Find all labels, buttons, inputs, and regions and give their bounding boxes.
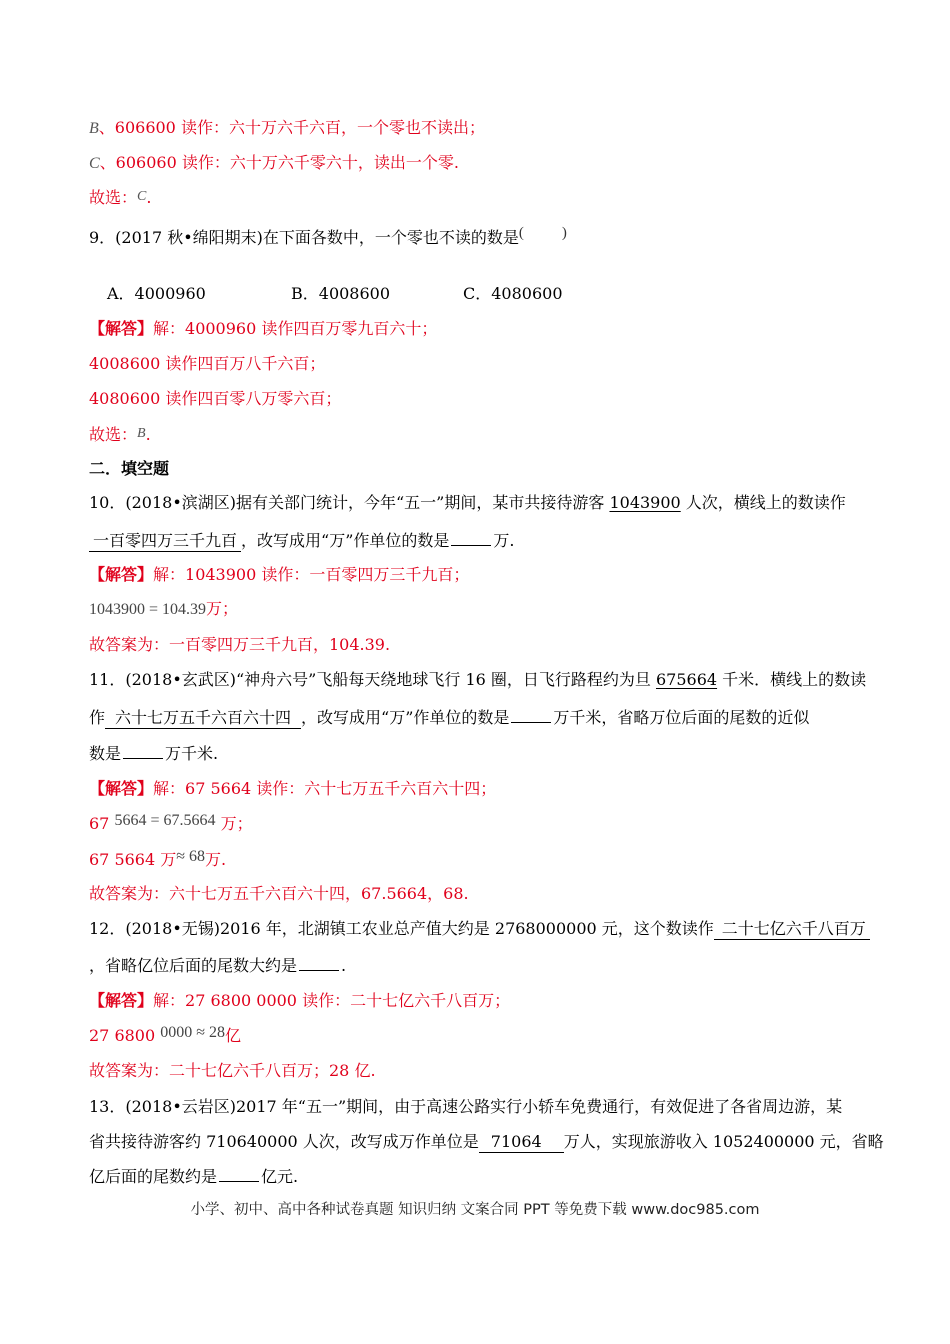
answer-text: 4080600 读作四百零八万零六百；	[89, 389, 342, 408]
choose-symbol: B	[137, 426, 146, 441]
answer-text: 67	[89, 814, 115, 833]
answer-11-line-2	[89, 813, 253, 836]
blank-answer: 71064	[490, 1132, 542, 1151]
question-13-line-3	[89, 1166, 298, 1188]
question-text: 11．(2018•玄武区)“神舟六号”飞船每天绕地球飞行 16 圈，日飞行路程约为旦	[89, 670, 656, 689]
question-13-line-2	[89, 1131, 884, 1153]
choose-label: 故选：	[89, 188, 138, 207]
question-10-line-1	[89, 492, 846, 514]
question-text: 亿元.	[261, 1167, 299, 1186]
equation: 5664 = 67.5664	[114, 812, 216, 829]
question-10-line-2	[89, 530, 514, 552]
question-9	[89, 227, 567, 250]
answer-12-line-3	[89, 1060, 376, 1082]
option-b-symbol: B	[89, 120, 99, 137]
question-text: 省共接待游客约 710640000 人次，改写成万作单位是	[89, 1132, 479, 1151]
question-text: 万.	[493, 531, 515, 550]
option-c: C．4080600	[463, 284, 563, 303]
question-text: ，省略亿位后面的尾数大约是	[89, 956, 298, 975]
answer-11-line-3	[89, 849, 226, 872]
question-text: ，改写成用“万”作单位的数是	[241, 531, 450, 550]
empty-blank	[511, 708, 551, 723]
option-c-symbol: C	[89, 155, 100, 172]
equation: 0000 ≈ 28	[160, 1024, 226, 1041]
answer-11-line-4	[89, 883, 469, 905]
answer-text: 解：1043900 读作：一百零四万三千九百；	[153, 565, 470, 584]
underlined-number: 1043900	[609, 493, 681, 512]
question-text: 亿后面的尾数约是	[89, 1167, 218, 1186]
question-text: 千米．横线上的数读	[717, 670, 867, 689]
answer-tag: 【解答】	[89, 779, 154, 798]
blank-answer: 六十七万五千六百六十四	[115, 708, 292, 727]
empty-blank	[299, 956, 339, 971]
option-a: A．4000960	[107, 284, 206, 303]
answer-text: 亿	[225, 1026, 242, 1045]
equation: 1043900 = 104.39	[89, 601, 207, 618]
answer-9-choose	[89, 424, 151, 448]
answer-9-line-3	[89, 388, 341, 410]
filled-blank	[714, 919, 870, 940]
question-11-line-3	[89, 743, 218, 765]
question-text: 万人，实现旅游收入 1052400000 元，省略	[563, 1132, 884, 1151]
question-12-line-2	[89, 955, 346, 977]
answer-tag: 【解答】	[89, 991, 154, 1010]
choose-symbol: C	[137, 189, 147, 204]
answer-text: 故答案为：六十七万五千六百六十四，67.5664，68.	[89, 884, 469, 903]
option-b: B．4008600	[291, 284, 391, 303]
answer-10-line-2	[89, 598, 238, 621]
answer-12-line-1	[89, 990, 510, 1012]
answer-text: 万.	[205, 850, 227, 869]
question-text: 人次，横线上的数读作	[680, 493, 846, 512]
question-text: 万千米.	[165, 744, 219, 763]
answer-9-line-1	[89, 318, 437, 340]
blank-answer: 一百零四万三千九百	[93, 531, 238, 550]
question-text: 12．(2018•无锡)2016 年，北湖镇工农业总产值大约是 2768000000 元，这个数读作	[89, 919, 714, 938]
answer-10-line-1	[89, 564, 469, 586]
choose-end: .	[145, 425, 151, 444]
question-13-line-1	[89, 1096, 842, 1118]
page-footer: 小学、初中、高中各种试卷真题 知识归纳 文案合同 PPT 等免费下载 www.doc985.com	[190, 1202, 760, 1218]
answer-tag: 【解答】	[89, 565, 154, 584]
answer-line-c	[89, 152, 459, 175]
answer-text: 万；	[215, 814, 253, 833]
answer-text: 解：67 5664 读作：六十七万五千六百六十四；	[153, 779, 497, 798]
question-text: 9．(2017 秋•绵阳期末)在下面各数中，一个零也不读的数是	[89, 228, 519, 247]
question-text: .	[341, 956, 347, 975]
filled-blank	[89, 531, 241, 552]
answer-text: 故答案为：一百零四万三千九百，104.39.	[89, 635, 391, 654]
question-text: 数是	[89, 744, 122, 763]
question-12-line-1	[89, 918, 870, 940]
answer-text: 67 5664 万	[89, 850, 177, 869]
answer-text: 、606060 读作：六十万六千零六十，读出一个零.	[99, 153, 459, 172]
blank-answer: 二十七亿六千八百万	[721, 919, 866, 938]
answer-text: 解：27 6800 0000 读作：二十七亿六千八百万；	[153, 991, 511, 1010]
answer-text: 故答案为：二十七亿六千八百万；28 亿.	[89, 1061, 376, 1080]
question-text: 10．(2018•滨湖区)据有关部门统计，今年“五一”期间，某市共接待游客	[89, 493, 610, 512]
answer-line-b	[89, 117, 485, 140]
question-text: 万千米，省略万位后面的尾数的近似	[553, 708, 810, 727]
empty-blank	[451, 531, 491, 546]
answer-text: 27 6800	[89, 1026, 161, 1045]
question-text: 作	[89, 708, 106, 727]
answer-text: 、606600 读作：六十万六千六百，一个零也不读出；	[98, 118, 485, 137]
question-11-line-1	[89, 669, 866, 691]
answer-text: 4008600 读作四百万八千六百；	[89, 354, 326, 373]
empty-blank	[219, 1167, 259, 1182]
equation: ≈ 68	[176, 848, 206, 865]
answer-text: 万；	[206, 599, 239, 618]
question-text: ，改写成用“万”作单位的数是	[301, 708, 510, 727]
filled-blank	[479, 1132, 564, 1153]
question-11-line-2	[89, 707, 809, 729]
question-text: 13．(2018•云岩区)2017 年“五一”期间，由于高速公路实行小轿车免费通行，有效促进了各省周边游，某	[89, 1097, 843, 1116]
answer-text: 解：4000960 读作四百万零九百六十；	[153, 319, 438, 338]
section-title: 二．填空题	[89, 459, 170, 478]
answer-9-line-2	[89, 353, 325, 375]
question-9-options	[107, 283, 563, 305]
paren-close: )	[561, 225, 567, 241]
choose-label: 故选：	[89, 425, 138, 444]
answer-choose	[89, 187, 151, 211]
underlined-number: 675664	[655, 670, 718, 689]
answer-12-line-2	[89, 1025, 241, 1048]
answer-tag: 【解答】	[89, 319, 154, 338]
answer-11-line-1	[89, 778, 496, 800]
answer-10-line-3	[89, 634, 390, 656]
choose-end: .	[146, 188, 152, 207]
paren-open: (	[518, 225, 524, 241]
filled-blank	[105, 708, 301, 729]
empty-blank	[123, 744, 163, 759]
